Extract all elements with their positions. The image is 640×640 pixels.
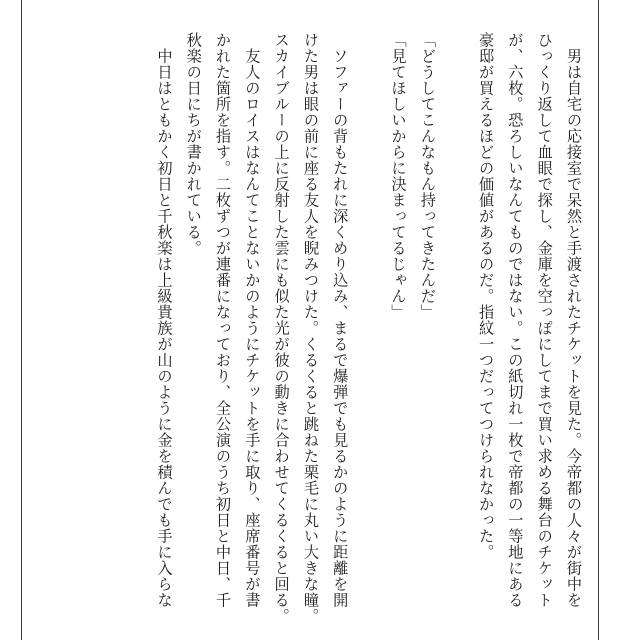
paragraph-gap [442, 32, 471, 632]
paragraph-opening: 男は自宅の応接室で呆然と手渡されたチケットを見た。今帝都の人々が街中を ひっくり返して血眼で探し、金庫を空っぽにしてまで買い求める舞台のチケット が、六枚。恐ろしいなんてものではない。この紙切れ一枚で帝都の一等地にある 豪邸が買えるほどの価値があるのだ。指紋一つだってつけられなかった。 [477, 32, 583, 608]
vertical-text-body [149, 32, 588, 632]
right-border-line [598, 0, 599, 640]
paragraph-closing: 中日はともかく初日と千秋楽は上級貴族が山のように金を積んでも手に入らな [155, 32, 174, 608]
paragraph-dialogue: 「どうしてこんなもん持ってきたんだ」 「見てほしいからに決まってるじゃん」 [389, 32, 437, 320]
paragraph-sofa: ソファーの背もたれに深くめり込み、まるで爆弾でも見るかのように距離を開 けた男は眼の前に座る友人を睨みつけた。くるくると跳ねた栗毛に丸い大きな瞳。 スカイブルーの上に反射した雲にも似た光が彼の動きに合わせてくるくると回る。 友人のロイスはなんてことないかのようにチケットを手に取り、座席番号が書 かれた箇所を指す。二枚ずつが連番になっており、全公演のうち初日と中日、千 秋楽の日にちが書かれている。 [184, 32, 350, 624]
paragraph-gap [354, 32, 383, 632]
left-border-line [21, 0, 22, 640]
